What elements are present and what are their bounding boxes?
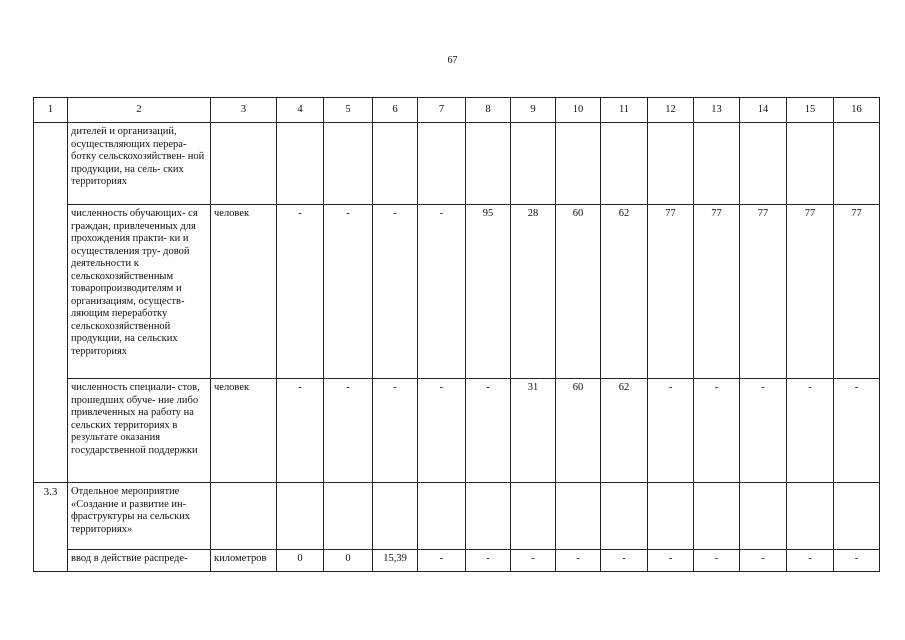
- value-cell: 95: [466, 205, 511, 379]
- value-cell: [466, 483, 511, 550]
- value-cell: [740, 483, 787, 550]
- value-cell: -: [511, 550, 556, 572]
- value-cell: -: [648, 379, 694, 483]
- value-cell: [601, 483, 648, 550]
- value-cell: -: [373, 379, 418, 483]
- column-header: 9: [511, 98, 556, 123]
- value-cell: -: [466, 379, 511, 483]
- indicator-name-cell: дителей и организаций, осуществляющих перера- ботку сельскохозяйствен- ной продукции, на сель- ских территориях: [68, 123, 211, 205]
- value-cell: [373, 123, 418, 205]
- value-cell: 77: [787, 205, 834, 379]
- unit-cell: [211, 123, 277, 205]
- value-cell: -: [277, 379, 324, 483]
- value-cell: [834, 123, 880, 205]
- indicator-name-cell: численность специали- стов, прошедших обуче- ние либо привлеченных на работу на сельских территориях в результате оказания государственной поддержки: [68, 379, 211, 483]
- value-cell: [740, 123, 787, 205]
- value-cell: -: [694, 550, 740, 572]
- unit-cell: [211, 483, 277, 550]
- table-row: [34, 483, 880, 550]
- value-cell: [694, 123, 740, 205]
- value-cell: [418, 483, 466, 550]
- table-row: [34, 205, 880, 379]
- column-header: 16: [834, 98, 880, 123]
- value-cell: [694, 483, 740, 550]
- value-cell: 15,39: [373, 550, 418, 572]
- value-cell: 62: [601, 379, 648, 483]
- value-cell: -: [787, 379, 834, 483]
- value-cell: [466, 123, 511, 205]
- value-cell: [601, 123, 648, 205]
- value-cell: [511, 483, 556, 550]
- indicator-name-cell: численность обучающих- ся граждан, привлеченных для прохождения практи- ки и осуществления тру- довой деятельности к сельскохозяйственным товаропроизводителям и организациям, осуществ- ляющим переработку сельскохозяйственной продукции, на сельских территориях: [68, 205, 211, 379]
- row-index-cell: [34, 123, 68, 483]
- value-cell: 77: [834, 205, 880, 379]
- row-index-cell: 3.3: [34, 483, 68, 572]
- value-cell: -: [740, 550, 787, 572]
- value-cell: [373, 483, 418, 550]
- value-cell: [418, 123, 466, 205]
- value-cell: [787, 483, 834, 550]
- unit-cell: человек: [211, 379, 277, 483]
- column-header: 10: [556, 98, 601, 123]
- value-cell: [324, 483, 373, 550]
- value-cell: [648, 483, 694, 550]
- value-cell: -: [373, 205, 418, 379]
- value-cell: [556, 483, 601, 550]
- value-cell: [324, 123, 373, 205]
- value-cell: -: [418, 379, 466, 483]
- value-cell: -: [601, 550, 648, 572]
- value-cell: 31: [511, 379, 556, 483]
- value-cell: -: [324, 205, 373, 379]
- column-header: 11: [601, 98, 648, 123]
- value-cell: 77: [694, 205, 740, 379]
- column-header: 6: [373, 98, 418, 123]
- column-header: 2: [68, 98, 211, 123]
- value-cell: -: [648, 550, 694, 572]
- indicator-name-cell: ввод в действие распреде-: [68, 550, 211, 572]
- column-header: 4: [277, 98, 324, 123]
- table-row: [34, 379, 880, 483]
- value-cell: [277, 123, 324, 205]
- value-cell: 0: [277, 550, 324, 572]
- value-cell: [556, 123, 601, 205]
- table-row: [34, 123, 880, 205]
- column-header: 14: [740, 98, 787, 123]
- value-cell: 0: [324, 550, 373, 572]
- data-table: [33, 97, 880, 572]
- value-cell: [648, 123, 694, 205]
- value-cell: -: [694, 379, 740, 483]
- value-cell: -: [324, 379, 373, 483]
- column-header: 12: [648, 98, 694, 123]
- value-cell: -: [418, 205, 466, 379]
- value-cell: -: [466, 550, 511, 572]
- value-cell: 60: [556, 379, 601, 483]
- column-header: 3: [211, 98, 277, 123]
- table-header-row: [34, 98, 880, 123]
- column-header: 5: [324, 98, 373, 123]
- value-cell: -: [740, 379, 787, 483]
- value-cell: -: [277, 205, 324, 379]
- column-header: 13: [694, 98, 740, 123]
- value-cell: 77: [648, 205, 694, 379]
- value-cell: 28: [511, 205, 556, 379]
- unit-cell: человек: [211, 205, 277, 379]
- column-header: 15: [787, 98, 834, 123]
- unit-cell: километров: [211, 550, 277, 572]
- value-cell: 62: [601, 205, 648, 379]
- value-cell: [277, 483, 324, 550]
- column-header: 1: [34, 98, 68, 123]
- value-cell: [787, 123, 834, 205]
- table-row: [34, 550, 880, 572]
- value-cell: 60: [556, 205, 601, 379]
- value-cell: 77: [740, 205, 787, 379]
- value-cell: -: [834, 379, 880, 483]
- value-cell: -: [787, 550, 834, 572]
- indicator-name-cell: Отдельное мероприятие «Создание и развитие ин- фраструктуры на сельских территориях»: [68, 483, 211, 550]
- column-header: 8: [466, 98, 511, 123]
- value-cell: -: [418, 550, 466, 572]
- value-cell: -: [556, 550, 601, 572]
- value-cell: [834, 483, 880, 550]
- value-cell: -: [834, 550, 880, 572]
- page-number: 67: [447, 55, 458, 66]
- value-cell: [511, 123, 556, 205]
- column-header: 7: [418, 98, 466, 123]
